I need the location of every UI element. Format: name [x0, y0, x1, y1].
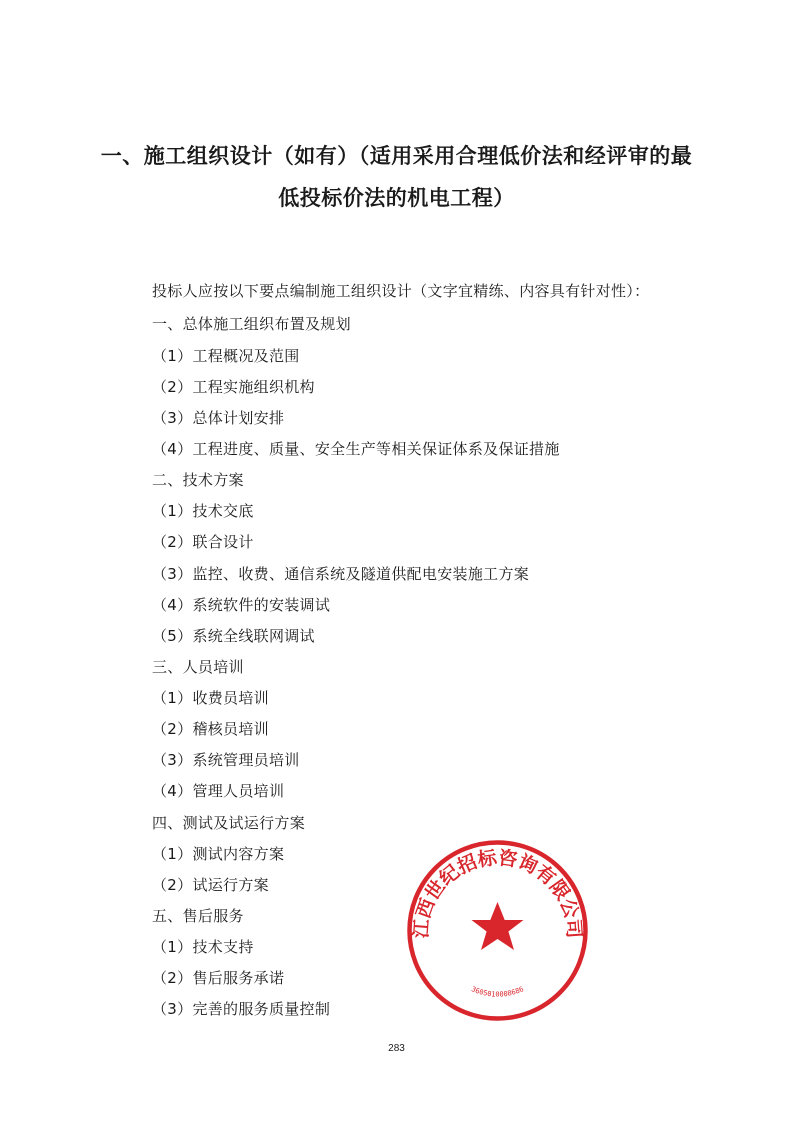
outline-item: 四、测试及试运行方案: [152, 814, 306, 832]
outline-item: （4）系统软件的安装调试: [152, 596, 331, 614]
outline-item: 一、总体施工组织布置及规划: [152, 315, 351, 333]
outline-item: 三、人员培训: [152, 658, 244, 676]
company-seal: [405, 838, 590, 1023]
seal-code-text: 3605010008686: [470, 985, 525, 999]
intro-text: 投标人应按以下要点编制施工组织设计（文字宜精练、内容具有针对性）：: [152, 282, 650, 300]
outline-item: 五、售后服务: [152, 907, 244, 925]
outline-item: （1）工程概况及范围: [152, 347, 300, 365]
outline-item: （4）工程进度、质量、安全生产等相关保证体系及保证措施: [152, 440, 560, 458]
outline-item: （2）售后服务承诺: [152, 969, 285, 987]
outline-item: （3）总体计划安排: [152, 409, 285, 427]
outline-item: 二、技术方案: [152, 471, 244, 489]
outline-item: （2）稽核员培训: [152, 720, 269, 738]
outline-item: （1）收费员培训: [152, 689, 269, 707]
heading-line-2: 低投标价法的机电工程）: [278, 186, 515, 210]
outline-item: （4）管理人员培训: [152, 782, 285, 800]
outline-item: （3）完善的服务质量控制: [152, 1000, 331, 1018]
outline-item: （2）联合设计: [152, 533, 254, 551]
outline-item: （3）系统管理员培训: [152, 751, 300, 769]
outline-item: （2）工程实施组织机构: [152, 378, 315, 396]
heading-line-1: 一、施工组织设计（如有）（适用采用合理低价法和经评审的最: [100, 144, 693, 168]
outline-item: （1）测试内容方案: [152, 845, 285, 863]
outline-item: （2）试运行方案: [152, 876, 269, 894]
page-number: 283: [388, 1043, 405, 1054]
outline-item: （1）技术交底: [152, 502, 254, 520]
star-icon: [472, 902, 524, 950]
outline-item: （1）技术支持: [152, 938, 254, 956]
outline-item: （5）系统全线联网调试: [152, 627, 315, 645]
seal-company-text: 江西世纪招标咨询有限公司: [410, 846, 585, 939]
outline-item: （3）监控、收费、通信系统及隧道供配电安装施工方案: [152, 565, 530, 583]
